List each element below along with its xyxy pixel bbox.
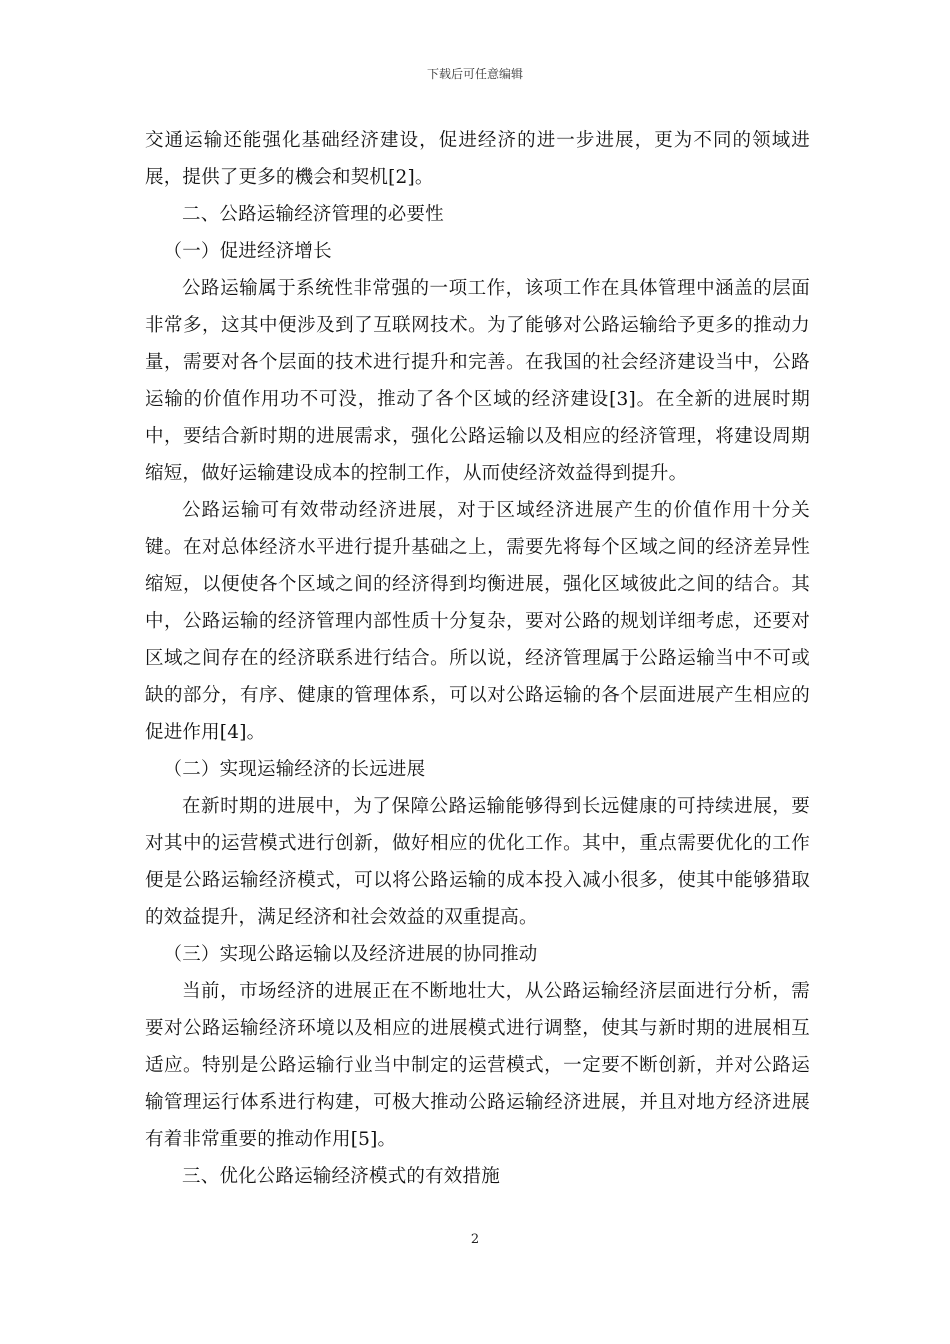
paragraph-body: 公路运输属于系统性非常强的一项工作，该项工作在具体管理中涵盖的层面非常多，这其中便涉及到了互联网技术。为了能够对公路运输给予更多的推动力量，需要对各个层面的技术进行提升和完善。在我国的社会经济建设当中，公路运输的价值作用功不可没，推动了各个区域的经济建设[3]。在全新的进展时期中，要结合新时期的进展需求，强化公路运输以及相应的经济管理，将建设周期缩短，做好运输建设成本的控制工作，从而使经济效益得到提升。 xyxy=(145,278,810,484)
paragraph-body: 在新时期的进展中，为了保障公路运输能够得到长远健康的可持续进展，要对其中的运营模式进行创新，做好相应的优化工作。其中，重点需要优化的工作便是公路运输经济模式，可以将公路运输的成本投入减小很多，使其中能够猎取的效益提升，满足经济和社会效益的双重提高。 xyxy=(145,796,810,928)
paragraph-body: 当前，市场经济的进展正在不断地壮大，从公路运输经济层面进行分析，需要对公路运输经济环境以及相应的进展模式进行调整，使其与新时期的进展相互适应。特别是公路运输行业当中制定的运营模式，一定要不断创新，并对公路运输管理运行体系进行构建，可极大推动公路运输经济进展，并且对地方经济进展有着非常重要的推动作用[5]。 xyxy=(145,981,810,1150)
subsection-heading-3: （三）实现公路运输以及经济进展的协同推动 xyxy=(163,944,538,965)
page-header: 下载后可任意编辑 xyxy=(426,67,523,81)
page-number: 2 xyxy=(470,1232,480,1247)
subsection-heading-2: （二）实现运输经济的长远进展 xyxy=(163,759,426,780)
section-heading-measures: 三、优化公路运输经济模式的有效措施 xyxy=(182,1166,500,1187)
paragraph-body: 公路运输可有效带动经济进展，对于区域经济进展产生的价值作用十分关键。在对总体经济水平进行提升基础之上，需要先将每个区域之间的经济差异性缩短，以便使各个区域之间的经济得到均衡进展，强化区域彼此之间的结合。其中，公路运输的经济管理内部性质十分复杂，要对公路的规划详细考虑，还要对区域之间存在的经济联系进行结合。所以说，经济管理属于公路运输当中不可或缺的部分，有序、健康的管理体系，可以对公路运输的各个层面进展产生相应的促进作用[4]。 xyxy=(145,500,810,743)
paragraph-continuation: 交通运输还能强化基础经济建设，促进经济的进一步进展，更为不同的领域进展，提供了更多的機会和契机[2]。 xyxy=(145,130,810,188)
document-body xyxy=(145,122,810,1195)
subsection-heading-1: （一）促进经济增长 xyxy=(163,241,332,262)
section-heading-necessity: 二、公路运输经济管理的必要性 xyxy=(182,204,444,225)
